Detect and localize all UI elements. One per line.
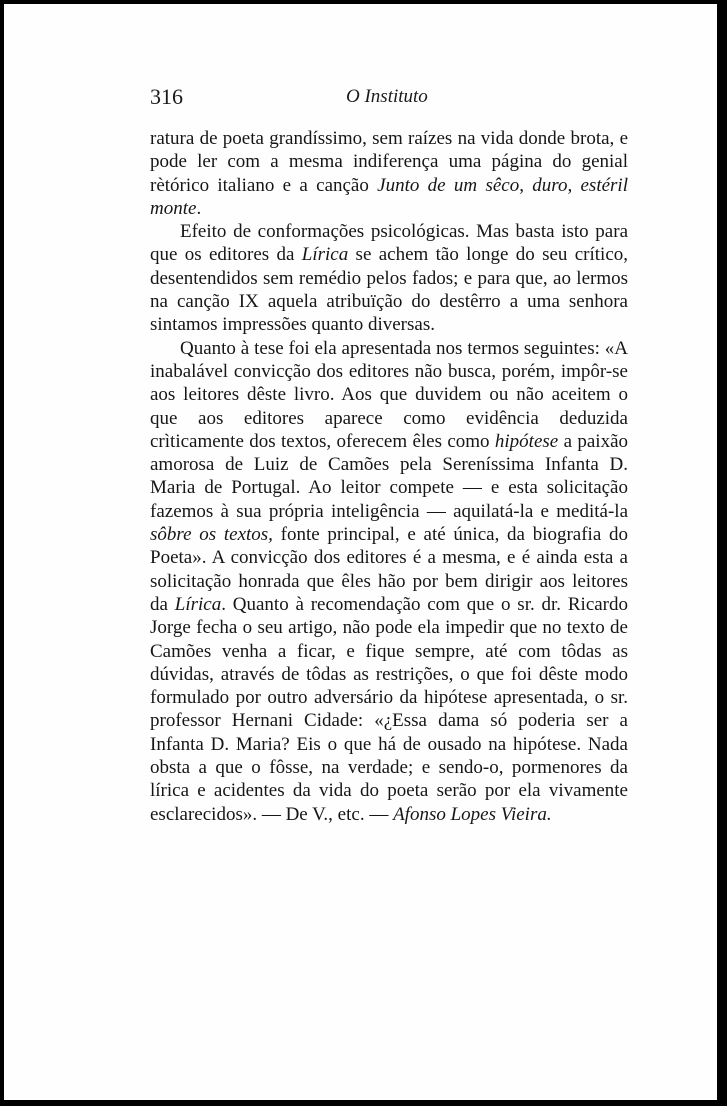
text-segment: Quanto à tese foi ela apresentada nos termos seguintes: «A inabalável convicção dos editores não busca, porém, impôr-se aos leitores dêste livro. Aos que duvidem ou não aceitem o que aos editores aparece como evidência deduzida crìticamente dos textos, oferecem êles como — [150, 337, 628, 452]
text-segment: . — [196, 197, 202, 219]
italic-segment: Junto de um sêco, duro, estéril monte — [150, 174, 628, 219]
body-text — [150, 127, 628, 826]
text-segment: a paixão amorosa de Luiz de Camões pela Sereníssima Infanta D. Maria de Portugal. Ao leitor compete — e esta solicitação fazemos à sua própria inteligência — aquilatá-la e meditá-la — [150, 430, 628, 522]
italic-segment: sôbre os textos, — [150, 524, 273, 546]
page-header — [150, 84, 628, 114]
text-segment: ratura de poeta grandíssimo, sem raízes na vida donde brota, e pode ler com a mesma indiferença uma página do genial rètórico italiano e a canção — [150, 128, 628, 196]
italic-segment: Lírica — [174, 593, 222, 615]
running-title: O Instituto — [346, 86, 428, 107]
italic-segment: hipótese — [494, 430, 559, 452]
text-segment: fonte principal, e até única, da biografia do Poeta». A convicção dos editores é a mesma, e é ainda esta a solicitação honrada que êles hão por bem dirigir aos leitores da — [150, 524, 628, 615]
text-segment: . Quanto à recomendação com que o sr. dr. Ricardo Jorge fecha o seu artigo, não pode ela impedir que no texto de Camões venha a ficar, e fique sempre, até com tôdas as dúvidas, através de tôdas as restrições, o que foi dêste modo formulado por outro adversário da hipótese apresentada, o sr. professor Hernani Cidade: «¿Essa dama só poderia ser a Infanta D. Maria? Eis o que há de ousado na hipótese. Nada obsta a que o fôsse, na verdade; e sendo-o, pormenores da lírica e acidentes da vida do poeta serão por ela vivamente esclarecidos». — De V., etc. — — [150, 593, 629, 825]
italic-segment: Lírica — [301, 244, 349, 266]
page-number: 316 — [150, 84, 183, 109]
text-segment: Efeito de conformações psicológicas. Mas basta isto para que os editores da — [150, 221, 628, 266]
text-segment: se achem tão longe do seu crítico, desentendidos sem remédio pelos fados; e para que, ao lermos na canção IX aquela atribuïção do destêrro a uma senhora sintamos impressões quanto diversas. — [150, 244, 629, 336]
paragraph-3 — [150, 337, 628, 826]
paragraph-2 — [150, 220, 628, 336]
paragraph-1 — [150, 127, 628, 220]
italic-segment: Afonso Lopes Vieira. — [393, 803, 552, 825]
document-page — [4, 4, 717, 1100]
